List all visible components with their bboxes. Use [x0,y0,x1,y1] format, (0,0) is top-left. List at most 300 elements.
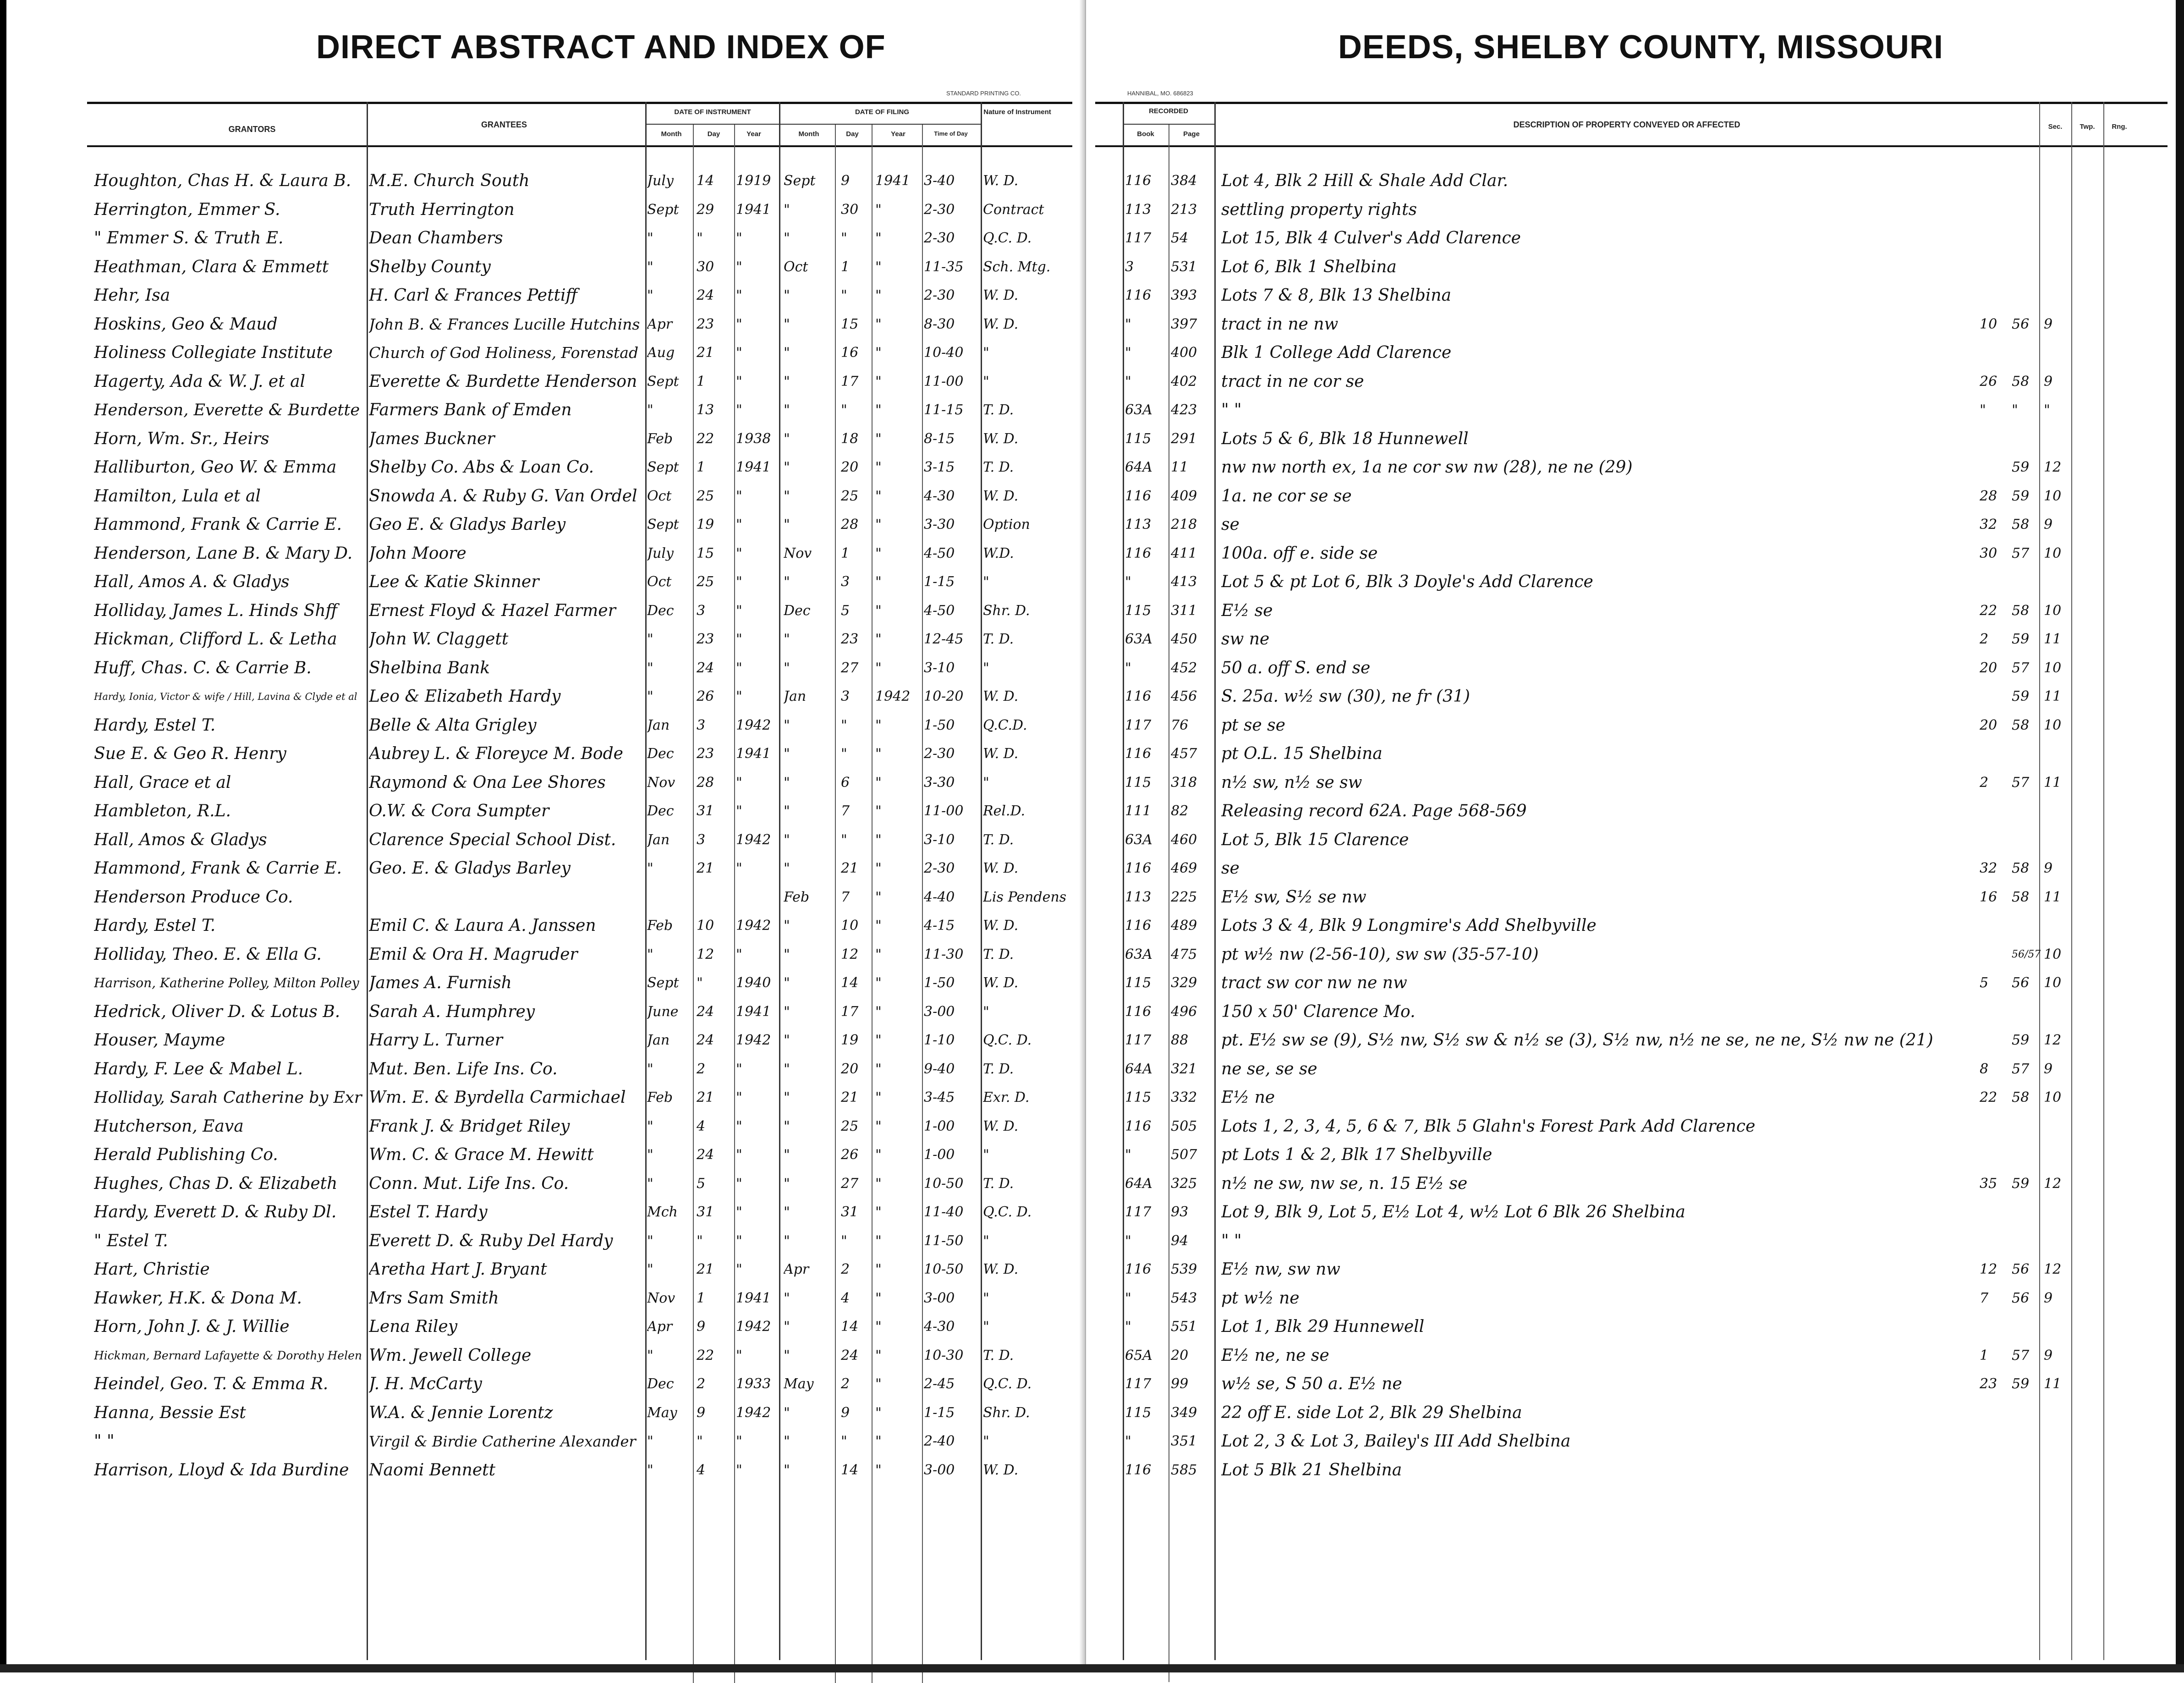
fil-month-cell: " [784,430,790,447]
twp-cell: 58 [2012,517,2030,533]
inst-year-cell: " [736,345,742,361]
time-cell: 10-40 [924,345,964,361]
time-cell: 8-15 [924,430,955,447]
time-cell: 3-45 [924,1089,955,1106]
nature-cell: Q.C. D. [983,1032,1032,1048]
page-cell: 213 [1171,201,1197,218]
book-cell: 116 [1125,1462,1152,1478]
fil-year-cell: " [875,545,882,561]
grantor-cell: Hall, Amos A. & Gladys [94,572,290,591]
fil-day-cell: 19 [841,1032,859,1048]
grantor-cell: " " [94,1432,115,1451]
book-cell: 116 [1125,860,1152,876]
inst-month-cell: " [647,1118,653,1134]
grantor-cell: Hardy, Everett D. & Ruby Dl. [94,1203,337,1221]
grantor-cell: Horn, John J. & J. Willie [94,1317,290,1336]
page-cell: 543 [1171,1290,1197,1306]
rng-cell: 10 [2044,946,2062,962]
inst-year-cell: 1942 [736,831,771,848]
time-cell: 10-20 [924,688,964,704]
page-cell: 11 [1171,459,1189,475]
description-cell: tract in ne nw [1221,314,1339,334]
inst-year-cell: 1941 [736,459,771,475]
page-cell: 225 [1171,889,1197,905]
book-cell: 115 [1125,975,1152,991]
fil-year-cell: " [875,1204,882,1220]
rng-cell: 10 [2044,602,2062,619]
header-sec: Sec. [2048,123,2063,131]
fil-year-cell: " [875,1319,882,1335]
page-cell: 325 [1171,1175,1197,1192]
time-cell: 4-50 [924,602,955,619]
grantor-cell: Hickman, Bernard Lafayette & Dorothy Helen [94,1348,362,1362]
book-cell: 115 [1125,774,1152,791]
grantor-cell: Hickman, Clifford L. & Letha [94,630,337,649]
fil-day-cell: 20 [841,459,859,475]
inst-year-cell: " [736,860,742,876]
inst-year-cell: " [736,1261,742,1277]
inst-month-cell: Feb [647,1089,673,1106]
rng-cell: 11 [2044,688,2062,704]
inst-month-cell: June [647,1003,679,1020]
description-cell: pt se se [1221,715,1285,735]
page-cell: 456 [1171,688,1197,704]
grantor-cell: Henderson, Everette & Burdette [94,401,360,419]
grantor-cell: Hardy, Ionia, Victor & wife / Hill, Lavina & Clyde et al [94,691,357,702]
header-book: Book [1137,130,1154,138]
inst-day-cell: 30 [697,258,714,275]
fil-year-cell: " [875,1147,882,1163]
time-cell: 2-30 [924,230,955,246]
rng-cell: 12 [2044,1261,2062,1277]
grantee-cell: Truth Herrington [369,200,515,219]
page-cell: 489 [1171,918,1197,934]
fil-day-cell: 12 [841,946,859,962]
time-cell: 1-50 [924,717,955,733]
time-cell: 3-10 [924,660,955,676]
book-cell: " [1125,316,1131,332]
nature-cell: Shr. D. [983,1404,1030,1421]
inst-month-cell: Aug [647,345,675,361]
page-cell: 332 [1171,1089,1197,1106]
twp-cell: 56 [2012,1290,2030,1306]
fil-year-cell: " [875,1433,882,1449]
sec-cell: " [1980,402,1986,418]
nature-cell: " [983,1290,989,1306]
page-cell: 311 [1171,602,1197,619]
page-cell: 496 [1171,1003,1197,1020]
fil-year-cell: " [875,1061,882,1077]
fil-day-cell: " [841,1232,847,1249]
description-cell: Releasing record 62A. Page 568-569 [1221,802,1527,820]
header-inst-day: Day [707,130,720,138]
description-cell: Lots 1, 2, 3, 4, 5, 6 & 7, Blk 5 Glahn's Forest Park Add Clarence [1221,1116,1756,1136]
time-cell: 2-30 [924,287,955,303]
fil-year-cell: " [875,918,882,934]
fil-month-cell: " [784,803,790,819]
table-row [0,628,2184,654]
fil-day-cell: 10 [841,918,859,934]
description-cell: sw ne [1221,630,1270,649]
nature-cell: " [983,373,989,390]
inst-month-cell: July [647,173,674,189]
description-cell: se [1221,515,1240,534]
inst-day-cell: 31 [697,803,714,819]
table-row [0,456,2184,483]
table-row [0,714,2184,741]
inst-year-cell: " [736,1175,742,1192]
time-cell: 2-30 [924,201,955,218]
grantor-cell: Henderson Produce Co. [94,887,293,907]
inst-year-cell: 1919 [736,173,771,189]
fil-month-cell: " [784,860,790,876]
time-cell: 2-30 [924,860,955,876]
inst-year-cell: 1941 [736,1290,771,1306]
grantor-cell: Hagerty, Ada & W. J. et al [94,372,306,391]
description-cell: Lot 5 Blk 21 Shelbina [1221,1460,1402,1480]
inst-year-cell: 1942 [736,918,771,934]
twp-cell: 58 [2012,373,2030,390]
inst-month-cell: " [647,258,653,275]
table-row [0,1001,2184,1027]
fil-month-cell: " [784,660,790,676]
grantor-cell: Hardy, Estel T. [94,715,216,735]
page-edge-bottom [0,1664,2184,1672]
page-cell: 475 [1171,946,1197,962]
inst-month-cell: Feb [647,430,673,447]
fil-year-cell: " [875,717,882,733]
twp-cell: 59 [2012,488,2030,504]
inst-day-cell: 24 [697,1032,714,1048]
table-row [0,1258,2184,1285]
fil-year-cell: " [875,602,882,619]
nature-cell: W. D. [983,1261,1019,1277]
inst-month-cell: " [647,1232,653,1249]
description-cell: Lot 5 & pt Lot 6, Blk 3 Doyle's Add Clarence [1221,572,1593,591]
description-cell: tract sw cor nw ne nw [1221,974,1407,992]
book-cell: 117 [1125,1376,1152,1392]
description-cell: Blk 1 College Add Clarence [1221,343,1452,362]
header-time: Time of Day [934,130,968,137]
grantee-cell: Snowda A. & Ruby G. Van Ordel [369,486,637,506]
table-row [0,284,2184,311]
twp-cell: 59 [2012,631,2030,647]
inst-day-cell: 24 [697,660,714,676]
inst-day-cell: 4 [697,1462,706,1478]
fil-month-cell: " [784,402,790,418]
header-inst-month: Month [661,130,682,138]
fil-year-cell: " [875,1175,882,1192]
fil-month-cell: " [784,1032,790,1048]
time-cell: 10-30 [924,1347,964,1364]
description-cell: Lots 5 & 6, Blk 18 Hunnewell [1221,429,1469,448]
table-row [0,542,2184,569]
nature-cell: " [983,1433,989,1449]
fil-month-cell: " [784,1061,790,1077]
table-row [0,370,2184,397]
inst-month-cell: " [647,946,653,962]
grantee-cell: Church of God Holiness, Forenstad [369,344,639,362]
table-row [0,1287,2184,1314]
nature-cell: Q.C.D. [983,717,1027,733]
nature-cell: " [983,574,989,590]
time-cell: 11-40 [924,1204,964,1220]
table-row [0,170,2184,196]
header-nature: Nature of Instrument [983,108,1051,116]
inst-month-cell: " [647,1433,653,1449]
grantee-cell: H. Carl & Frances Pettiff [369,286,578,305]
book-cell: " [1125,574,1131,590]
description-cell: Lot 9, Blk 9, Lot 5, E½ Lot 4, w½ Lot 6 Blk 26 Shelbina [1221,1203,1685,1221]
page-cell: 93 [1171,1204,1189,1220]
inst-day-cell: 12 [697,946,714,962]
fil-day-cell: 20 [841,1061,859,1077]
rng-cell: 10 [2044,545,2062,561]
grantee-cell: James A. Furnish [369,974,512,992]
sec-cell: 16 [1980,889,1997,905]
nature-cell: T. D. [983,631,1014,647]
twp-cell: 56 [2012,975,2030,991]
time-cell: 4-50 [924,545,955,561]
fil-year-cell: " [875,660,882,676]
inst-day-cell: 13 [697,402,714,418]
book-cell: 115 [1125,1089,1152,1106]
grantor-cell: Hall, Grace et al [94,773,231,792]
nature-cell: W. D. [983,918,1019,934]
nature-cell: W. D. [983,1462,1019,1478]
nature-cell: Contract [983,201,1044,218]
book-cell: 117 [1125,1032,1152,1048]
grantee-cell: Geo E. & Gladys Barley [369,515,566,534]
fil-month-cell: " [784,1232,790,1249]
inst-day-cell: 2 [697,1061,706,1077]
grantor-cell: Harrison, Lloyd & Ida Burdine [94,1460,349,1480]
grantor-cell: Holliday, Sarah Catherine by Exr [94,1089,362,1107]
inst-year-cell: " [736,1118,742,1134]
fil-day-cell: 26 [841,1147,859,1163]
grantor-cell: Harrison, Katherine Polley, Milton Polley [94,975,359,990]
grantor-cell: Holliday, James L. Hinds Shff [94,601,338,620]
description-cell: Lot 5, Blk 15 Clarence [1221,830,1409,849]
grantor-cell: Hall, Amos & Gladys [94,830,267,849]
table-row [0,943,2184,970]
fil-day-cell: 2 [841,1376,850,1392]
fil-year-cell: " [875,402,882,418]
inst-month-cell: " [647,1347,653,1364]
grantee-cell: Emil C. & Laura A. Janssen [369,916,596,935]
page-cell: 351 [1171,1433,1197,1449]
nature-cell: W. D. [983,1118,1019,1134]
description-cell: " " [1221,401,1242,419]
inst-day-cell: 24 [697,1147,714,1163]
book-cell: 65A [1125,1347,1152,1364]
grantee-cell: O.W. & Cora Sumpter [369,802,549,820]
twp-cell: 59 [2012,1175,2030,1192]
fil-month-cell: " [784,1290,790,1306]
time-cell: 11-50 [924,1232,964,1249]
time-cell: 1-00 [924,1118,955,1134]
nature-cell: " [983,660,989,676]
twp-cell: 59 [2012,1376,2030,1392]
grantee-cell: Sarah A. Humphrey [369,1002,535,1021]
grantee-cell: Everett D. & Ruby Del Hardy [369,1231,613,1250]
left-title: DIRECT ABSTRACT AND INDEX OF [316,29,886,66]
grantee-cell: Geo. E. & Gladys Barley [369,859,571,878]
fil-day-cell: 3 [841,574,850,590]
rng-cell: 11 [2044,889,2062,905]
book-cell: 64A [1125,459,1152,475]
fil-month-cell: " [784,574,790,590]
inst-month-cell: Nov [647,1290,675,1306]
inst-day-cell: 28 [697,774,714,791]
nature-cell: W. D. [983,488,1019,504]
inst-year-cell: " [736,631,742,647]
fil-year-cell: " [875,430,882,447]
inst-year-cell: " [736,803,742,819]
grantee-cell: Estel T. Hardy [369,1203,488,1221]
grantor-cell: Hedrick, Oliver D. & Lotus B. [94,1002,340,1021]
fil-day-cell: 18 [841,430,859,447]
inst-day-cell: " [697,1232,703,1249]
inst-month-cell: Jan [647,1032,670,1048]
inst-day-cell: 9 [697,1319,706,1335]
book-cell: " [1125,1319,1131,1335]
grantee-cell: J. H. McCarty [369,1375,482,1393]
inst-month-cell: Jan [647,831,670,848]
sec-cell: 26 [1980,373,1997,390]
nature-cell: W. D. [983,860,1019,876]
time-cell: 10-50 [924,1175,964,1192]
twp-cell: 56/57 [2012,948,2041,960]
nature-cell: " [983,1319,989,1335]
page-cell: 318 [1171,774,1197,791]
twp-cell: 58 [2012,860,2030,876]
nature-cell: Sch. Mtg. [983,258,1051,275]
time-cell: 10-50 [924,1261,964,1277]
time-cell: 8-30 [924,316,955,332]
fil-year-cell: " [875,631,882,647]
grantee-cell: Wm. Jewell College [369,1346,532,1365]
grantee-cell: Virgil & Birdie Catherine Alexander [369,1433,636,1450]
table-row [0,1029,2184,1056]
grantee-cell: John B. & Frances Lucille Hutchins [369,315,640,333]
inst-day-cell: 31 [697,1204,714,1220]
page-cell: 409 [1171,488,1197,504]
fil-day-cell: 27 [841,1175,859,1192]
inst-month-cell: " [647,631,653,647]
fil-day-cell: " [841,831,847,848]
fil-month-cell: Sept [784,173,816,189]
inst-month-cell: " [647,860,653,876]
page-cell: 585 [1171,1462,1197,1478]
nature-cell: Option [983,517,1030,533]
inst-day-cell: 2 [697,1376,706,1392]
time-cell: 1-15 [924,1404,955,1421]
time-cell: 11-30 [924,946,964,962]
time-cell: 4-30 [924,488,955,504]
inst-day-cell: 3 [697,717,706,733]
grantor-cell: Hardy, Estel T. [94,916,216,935]
description-cell: Lot 1, Blk 29 Hunnewell [1221,1317,1425,1336]
fil-day-cell: 25 [841,488,859,504]
grantor-cell: Hughes, Chas D. & Elizabeth [94,1174,338,1193]
fil-year-cell: " [875,459,882,475]
header-twp: Twp. [2080,123,2095,131]
nature-cell: W. D. [983,688,1019,704]
fil-day-cell: 9 [841,1404,850,1421]
grantor-cell: Heindel, Geo. T. & Emma R. [94,1375,329,1393]
grantor-cell: Holiness Collegiate Institute [94,343,333,362]
rng-cell: 9 [2044,1290,2053,1306]
description-cell: ne se, se se [1221,1059,1317,1078]
inst-month-cell: Sept [647,459,679,475]
fil-year-cell: " [875,1404,882,1421]
fil-month-cell: " [784,918,790,934]
header-fil-month: Month [798,130,819,138]
sec-cell: 20 [1980,717,1997,733]
description-cell: E½ nw, sw nw [1221,1260,1340,1279]
inst-day-cell: 24 [697,287,714,303]
inst-day-cell: " [697,975,703,991]
description-cell: n½ ne sw, nw se, n. 15 E½ se [1221,1174,1468,1193]
book-cell: 115 [1125,602,1152,619]
grantee-cell: Shelby Co. Abs & Loan Co. [369,458,594,477]
time-cell: 3-10 [924,831,955,848]
twp-cell: 58 [2012,889,2030,905]
time-cell: 9-40 [924,1061,955,1077]
inst-month-cell: Dec [647,1376,674,1392]
inst-month-cell: " [647,287,653,303]
twp-cell: 58 [2012,602,2030,619]
nature-cell: T. D. [983,1061,1014,1077]
table-row [0,428,2184,454]
twp-cell: 56 [2012,316,2030,332]
fil-day-cell: 7 [841,889,850,905]
grantor-cell: Hardy, F. Lee & Mabel L. [94,1059,303,1078]
grantor-cell: Hammond, Frank & Carrie E. [94,515,342,534]
book-cell: 117 [1125,717,1152,733]
fil-month-cell: " [784,488,790,504]
fil-year-cell: " [875,1089,882,1106]
grantor-cell: Houghton, Chas H. & Laura B. [94,171,351,190]
sec-cell: 20 [1980,660,1997,676]
inst-month-cell: Jan [647,717,670,733]
rng-cell: 10 [2044,717,2062,733]
inst-day-cell: 23 [697,316,714,332]
nature-cell: W. D. [983,173,1019,189]
fil-day-cell: 23 [841,631,859,647]
fil-month-cell: " [784,1118,790,1134]
fil-day-cell: 15 [841,316,859,332]
header-rng: Rng. [2112,123,2127,131]
rng-cell: 9 [2044,1347,2053,1364]
book-cell: " [1125,1433,1131,1449]
grantee-cell: Frank J. & Bridget Riley [369,1116,570,1136]
twp-cell: 56 [2012,1261,2030,1277]
sec-cell: 2 [1980,631,1989,647]
fil-day-cell: 9 [841,173,850,189]
inst-day-cell: 1 [697,373,706,390]
inst-day-cell: 19 [697,517,714,533]
description-cell: tract in ne cor se [1221,372,1364,391]
book-cell: 113 [1125,517,1152,533]
description-cell: E½ ne [1221,1088,1275,1107]
page-cell: 384 [1171,173,1197,189]
inst-month-cell: Dec [647,803,674,819]
table-row [0,600,2184,626]
book-cell: 116 [1125,173,1152,189]
nature-cell: Q.C. D. [983,1204,1032,1220]
